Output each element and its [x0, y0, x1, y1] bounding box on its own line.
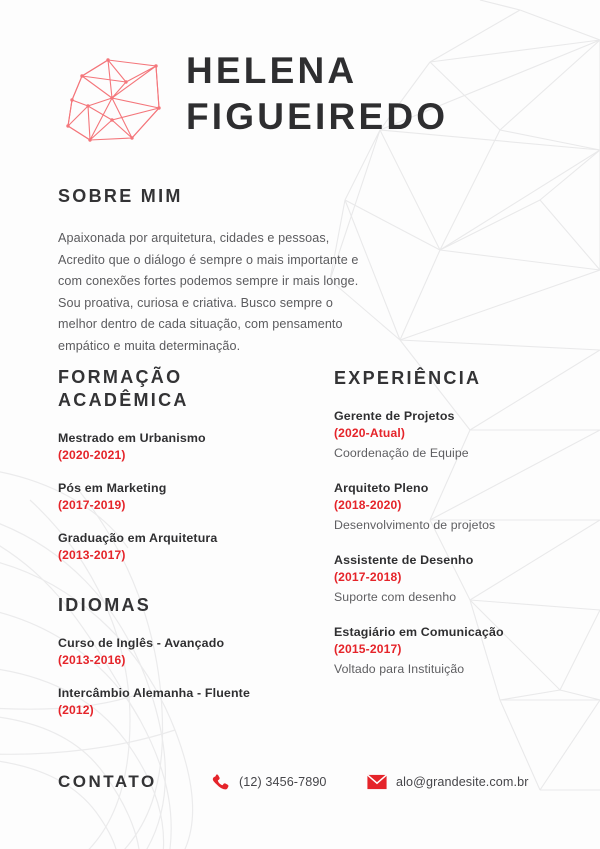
entry-date: (2013-2017)	[58, 548, 126, 562]
first-name: HELENA	[186, 50, 358, 91]
experience-heading: EXPERIÊNCIA	[334, 368, 482, 388]
entry-title: Gerente de Projetos	[334, 409, 455, 423]
entry-title: Intercâmbio Alemanha - Fluente	[58, 686, 250, 700]
entry-title: Curso de Inglês - Avançado	[58, 636, 225, 650]
list-item	[58, 635, 323, 668]
education-heading-line2: ACADÊMICA	[58, 390, 189, 410]
entry-description: Suporte com desenho	[334, 590, 457, 604]
entry-date: (2020-2021)	[58, 448, 126, 462]
entry-date: (2017-2019)	[58, 498, 126, 512]
education-list	[58, 430, 323, 563]
page-title	[186, 48, 586, 140]
last-name: FIGUEIREDO	[186, 96, 449, 137]
entry-date: (2020-Atual)	[334, 426, 406, 440]
about-heading: SOBRE MIM	[58, 186, 183, 206]
list-item	[334, 624, 569, 679]
languages-list	[58, 635, 323, 718]
list-item	[334, 408, 569, 463]
entry-date: (2012)	[58, 703, 94, 717]
entry-description: Desenvolvimento de projetos	[334, 518, 496, 532]
education-heading	[58, 366, 323, 412]
contact-phone[interactable]	[210, 772, 367, 792]
contact-section	[58, 772, 568, 792]
entry-title: Pós em Marketing	[58, 481, 167, 495]
entry-title: Mestrado em Urbanismo	[58, 431, 206, 445]
list-item	[58, 480, 323, 513]
experience-section	[334, 366, 569, 679]
entry-title: Assistente de Desenho	[334, 553, 474, 567]
header	[0, 46, 600, 156]
contact-heading: CONTATO	[58, 772, 157, 791]
envelope-icon	[367, 772, 387, 792]
entry-description: Voltado para Instituição	[334, 662, 465, 676]
phone-number: (12) 3456-7890	[239, 775, 327, 789]
entry-title: Arquiteto Pleno	[334, 481, 429, 495]
list-item	[58, 530, 323, 563]
list-item	[334, 552, 569, 607]
list-item	[334, 480, 569, 535]
entry-title: Estagiário em Comunicação	[334, 625, 504, 639]
languages-heading: IDIOMAS	[58, 595, 152, 615]
email-address: alo@grandesite.com.br	[396, 775, 529, 789]
polygon-mesh-logo-icon	[60, 52, 172, 150]
entry-date: (2018-2020)	[334, 498, 402, 512]
list-item	[58, 430, 323, 463]
about-section	[58, 184, 368, 357]
entry-description: Coordenação de Equipe	[334, 446, 469, 460]
left-column	[58, 366, 323, 718]
experience-list	[334, 408, 569, 679]
education-heading-line1: FORMAÇÃO	[58, 367, 183, 387]
entry-date: (2013-2016)	[58, 653, 126, 667]
languages-section	[58, 593, 323, 718]
about-paragraph: Apaixonada por arquitetura, cidades e pessoas, Acredito que o diálogo é sempre o mais importante e com conexões fortes podemos sempre ir mais longe. Sou proativa, curiosa e criativa. Busco sempre o melhor dentro de cada situação, com pensamento empático e muita determinação.	[58, 231, 359, 353]
entry-date: (2017-2018)	[334, 570, 402, 584]
entry-date: (2015-2017)	[334, 642, 402, 656]
education-section	[58, 366, 323, 563]
list-item	[58, 685, 323, 718]
contact-email[interactable]	[367, 772, 529, 792]
entry-title: Graduação em Arquitetura	[58, 531, 218, 545]
phone-icon	[210, 772, 230, 792]
